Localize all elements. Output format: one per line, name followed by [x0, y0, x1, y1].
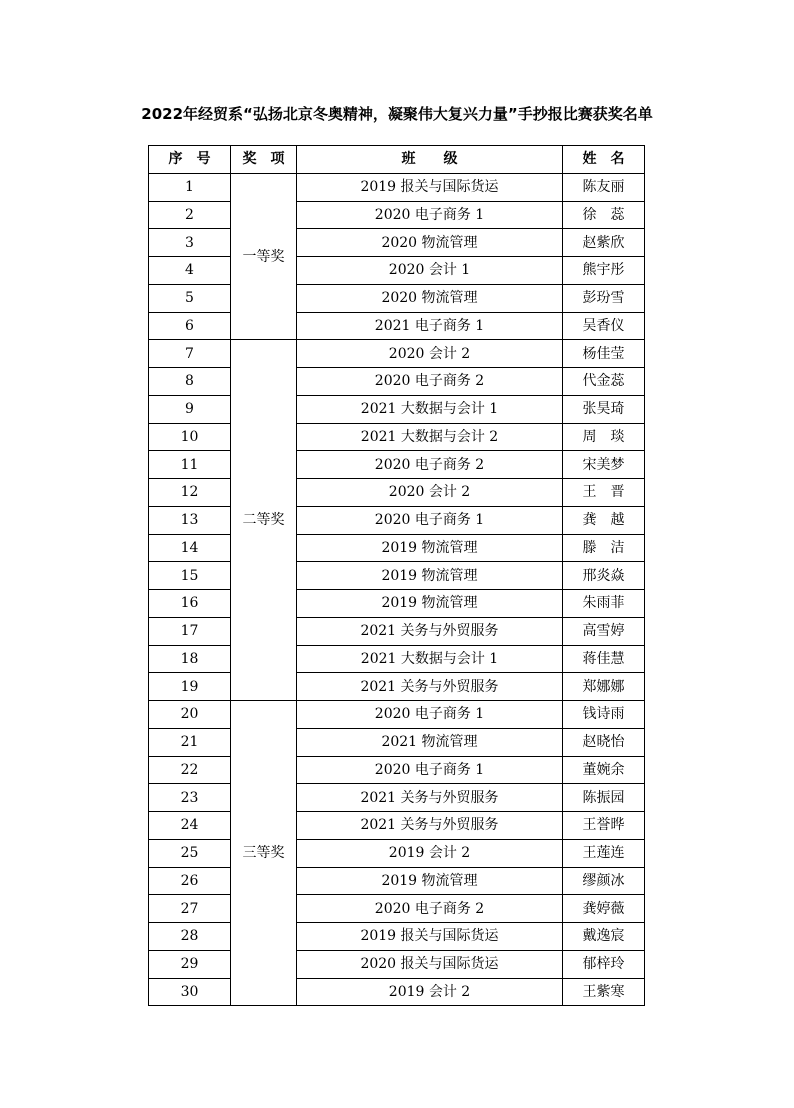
cell-name: 陈友丽 — [563, 173, 645, 201]
cell-award: 一等奖 — [231, 173, 297, 340]
table-row — [149, 756, 645, 784]
table-row — [149, 590, 645, 618]
table-row — [149, 645, 645, 673]
cell-award: 三等奖 — [231, 701, 297, 1006]
cell-seq: 3 — [149, 229, 231, 257]
cell-seq: 29 — [149, 950, 231, 978]
cell-name: 陈振园 — [563, 784, 645, 812]
cell-name: 王莲连 — [563, 839, 645, 867]
cell-name: 彭玢雪 — [563, 284, 645, 312]
cell-name: 张昊琦 — [563, 395, 645, 423]
cell-seq: 15 — [149, 562, 231, 590]
cell-name: 龚婷薇 — [563, 895, 645, 923]
cell-name: 熊宇彤 — [563, 257, 645, 285]
cell-seq: 10 — [149, 423, 231, 451]
header-seq: 序 号 — [149, 146, 231, 174]
table-body — [149, 173, 645, 1006]
table-row — [149, 728, 645, 756]
cell-award: 二等奖 — [231, 340, 297, 701]
table-row — [149, 201, 645, 229]
cell-class: 2021 关务与外贸服务 — [297, 784, 563, 812]
award-table — [148, 145, 645, 1006]
cell-class: 2021 大数据与会计 1 — [297, 645, 563, 673]
cell-name: 宋美梦 — [563, 451, 645, 479]
cell-seq: 11 — [149, 451, 231, 479]
cell-name: 代金蕊 — [563, 368, 645, 396]
cell-class: 2020 电子商务 1 — [297, 756, 563, 784]
table-row — [149, 950, 645, 978]
cell-name: 赵晓怡 — [563, 728, 645, 756]
cell-seq: 19 — [149, 673, 231, 701]
cell-name: 邢炎焱 — [563, 562, 645, 590]
cell-seq: 9 — [149, 395, 231, 423]
cell-class: 2019 报关与国际货运 — [297, 173, 563, 201]
cell-seq: 1 — [149, 173, 231, 201]
cell-name: 周 琰 — [563, 423, 645, 451]
table-row — [149, 173, 645, 201]
cell-name: 滕 洁 — [563, 534, 645, 562]
cell-class: 2020 物流管理 — [297, 284, 563, 312]
cell-seq: 5 — [149, 284, 231, 312]
cell-seq: 23 — [149, 784, 231, 812]
table-row — [149, 701, 645, 729]
cell-name: 钱诗雨 — [563, 701, 645, 729]
table-row — [149, 812, 645, 840]
cell-class: 2020 电子商务 2 — [297, 451, 563, 479]
cell-class: 2020 电子商务 2 — [297, 368, 563, 396]
cell-class: 2021 物流管理 — [297, 728, 563, 756]
table-row — [149, 867, 645, 895]
header-class: 班 级 — [297, 146, 563, 174]
table-row — [149, 340, 645, 368]
cell-seq: 22 — [149, 756, 231, 784]
cell-class: 2020 会计 2 — [297, 340, 563, 368]
cell-seq: 7 — [149, 340, 231, 368]
cell-seq: 16 — [149, 590, 231, 618]
cell-seq: 12 — [149, 479, 231, 507]
cell-class: 2021 大数据与会计 2 — [297, 423, 563, 451]
cell-name: 蒋佳慧 — [563, 645, 645, 673]
table-row — [149, 229, 645, 257]
cell-class: 2021 关务与外贸服务 — [297, 673, 563, 701]
cell-name: 高雪婷 — [563, 617, 645, 645]
cell-seq: 30 — [149, 978, 231, 1006]
cell-name: 吴香仪 — [563, 312, 645, 340]
cell-seq: 18 — [149, 645, 231, 673]
cell-class: 2021 关务与外贸服务 — [297, 812, 563, 840]
cell-seq: 26 — [149, 867, 231, 895]
page-title: 2022年经贸系“弘扬北京冬奥精神，凝聚伟大复兴力量”手抄报比赛获奖名单 — [141, 105, 653, 123]
cell-class: 2020 电子商务 2 — [297, 895, 563, 923]
cell-class: 2021 关务与外贸服务 — [297, 617, 563, 645]
table-row — [149, 284, 645, 312]
cell-seq: 17 — [149, 617, 231, 645]
cell-name: 王紫寒 — [563, 978, 645, 1006]
header-award: 奖 项 — [231, 146, 297, 174]
cell-seq: 6 — [149, 312, 231, 340]
cell-class: 2019 物流管理 — [297, 590, 563, 618]
cell-seq: 4 — [149, 257, 231, 285]
cell-name: 赵紫欣 — [563, 229, 645, 257]
table-row — [149, 312, 645, 340]
table-row — [149, 923, 645, 951]
table-row — [149, 451, 645, 479]
table-row — [149, 784, 645, 812]
cell-name: 杨佳莹 — [563, 340, 645, 368]
cell-class: 2021 大数据与会计 1 — [297, 395, 563, 423]
cell-name: 郁梓玲 — [563, 950, 645, 978]
cell-name: 郑娜娜 — [563, 673, 645, 701]
table-row — [149, 395, 645, 423]
table-row — [149, 617, 645, 645]
cell-name: 龚 越 — [563, 506, 645, 534]
table-row — [149, 506, 645, 534]
cell-seq: 25 — [149, 839, 231, 867]
cell-name: 徐 蕊 — [563, 201, 645, 229]
cell-seq: 28 — [149, 923, 231, 951]
cell-name: 缪颜冰 — [563, 867, 645, 895]
table-row — [149, 257, 645, 285]
cell-class: 2019 会计 2 — [297, 978, 563, 1006]
cell-name: 朱雨菲 — [563, 590, 645, 618]
table-row — [149, 562, 645, 590]
cell-name: 王 晋 — [563, 479, 645, 507]
table-row — [149, 534, 645, 562]
cell-seq: 21 — [149, 728, 231, 756]
cell-class: 2020 电子商务 1 — [297, 701, 563, 729]
table-row — [149, 673, 645, 701]
cell-class: 2020 电子商务 1 — [297, 506, 563, 534]
cell-name: 戴逸宸 — [563, 923, 645, 951]
cell-name: 王誉晔 — [563, 812, 645, 840]
cell-seq: 24 — [149, 812, 231, 840]
cell-class: 2019 物流管理 — [297, 534, 563, 562]
cell-class: 2020 报关与国际货运 — [297, 950, 563, 978]
cell-name: 董婉余 — [563, 756, 645, 784]
header-name: 姓 名 — [563, 146, 645, 174]
cell-seq: 8 — [149, 368, 231, 396]
cell-class: 2019 物流管理 — [297, 562, 563, 590]
cell-class: 2019 物流管理 — [297, 867, 563, 895]
cell-class: 2020 会计 2 — [297, 479, 563, 507]
table-row — [149, 839, 645, 867]
cell-class: 2019 会计 2 — [297, 839, 563, 867]
table-row — [149, 423, 645, 451]
table-row — [149, 978, 645, 1006]
cell-class: 2021 电子商务 1 — [297, 312, 563, 340]
cell-seq: 20 — [149, 701, 231, 729]
cell-seq: 14 — [149, 534, 231, 562]
table-row — [149, 895, 645, 923]
table-row — [149, 479, 645, 507]
cell-class: 2020 电子商务 1 — [297, 201, 563, 229]
cell-seq: 27 — [149, 895, 231, 923]
table-row — [149, 368, 645, 396]
table-header-row — [149, 146, 645, 174]
cell-class: 2020 物流管理 — [297, 229, 563, 257]
cell-class: 2020 会计 1 — [297, 257, 563, 285]
cell-class: 2019 报关与国际货运 — [297, 923, 563, 951]
cell-seq: 13 — [149, 506, 231, 534]
cell-seq: 2 — [149, 201, 231, 229]
